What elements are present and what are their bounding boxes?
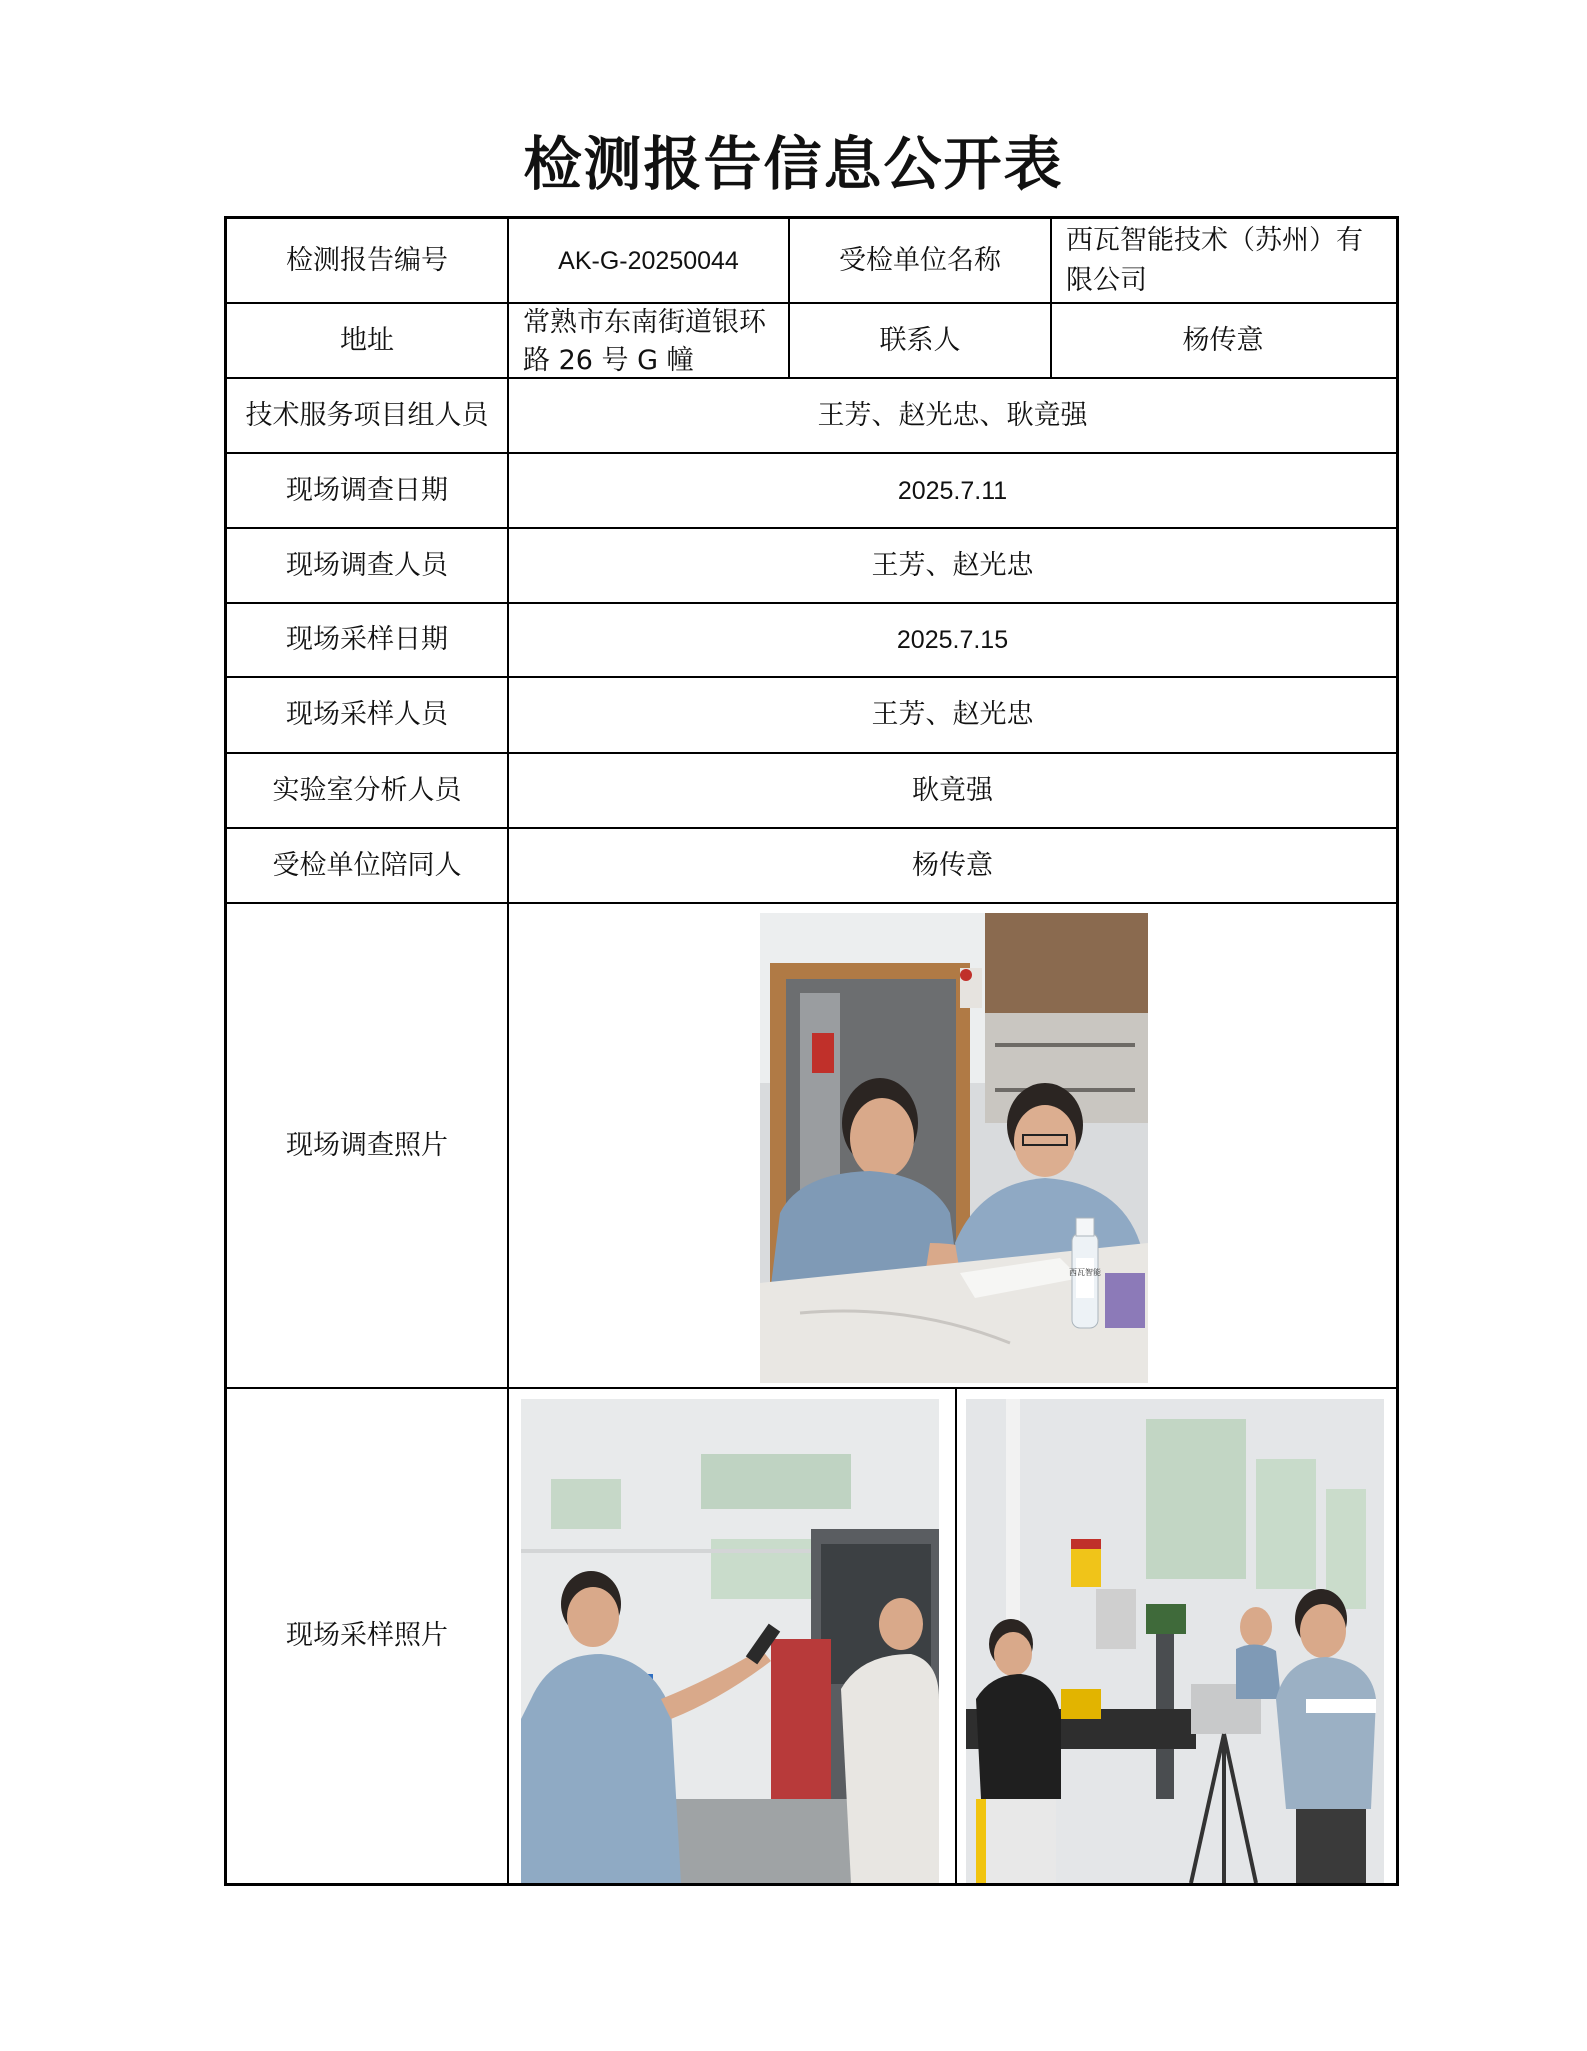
inspected-unit-label: 受检单位名称: [839, 244, 1001, 276]
survey-photo: [760, 913, 1148, 1383]
page-title: 检测报告信息公开表: [523, 130, 1064, 198]
team-label: 技术服务项目组人员: [245, 399, 489, 431]
escort-label: 受检单位陪同人: [272, 849, 462, 881]
survey-photo-label: 现场调查照片: [286, 1129, 448, 1161]
sampling-date-label: 现场采样日期: [286, 624, 448, 655]
sampling-photo-label: 现场采样照片: [286, 1620, 448, 1651]
address-value: 常熟市东南街道银环路 26 号 G 幢: [523, 307, 766, 376]
lab-staff-value: 耿竟强: [912, 774, 993, 806]
bottle-label: 西瓦智能: [1069, 1268, 1101, 1277]
sampling-photo-left: [521, 1399, 939, 1883]
escort-value: 杨传意: [912, 849, 993, 881]
sampling-staff-value: 王芳、赵光忠: [871, 699, 1034, 730]
survey-staff-value: 王芳、赵光忠: [871, 549, 1034, 581]
report-number-value: AK-G-20250044: [558, 246, 739, 275]
contact-label: 联系人: [879, 324, 961, 356]
sampling-staff-label: 现场采样人员: [286, 699, 448, 730]
team-value: 王芳、赵光忠、耿竟强: [817, 399, 1088, 431]
survey-date-label: 现场调查日期: [286, 474, 448, 506]
survey-date-value: 2025.7.11: [897, 476, 1008, 505]
address-label: 地址: [340, 324, 394, 356]
report-number-label: 检测报告编号: [286, 244, 448, 276]
info-table: [224, 216, 1399, 1886]
inspected-unit-value: 西瓦智能技术（苏州）有限公司: [1066, 225, 1363, 296]
contact-value: 杨传意: [1182, 324, 1264, 356]
sampling-photo-right: [966, 1399, 1384, 1883]
lab-staff-label: 实验室分析人员: [272, 774, 462, 806]
survey-staff-label: 现场调查人员: [286, 549, 448, 581]
sampling-date-value: 2025.7.15: [896, 626, 1009, 654]
